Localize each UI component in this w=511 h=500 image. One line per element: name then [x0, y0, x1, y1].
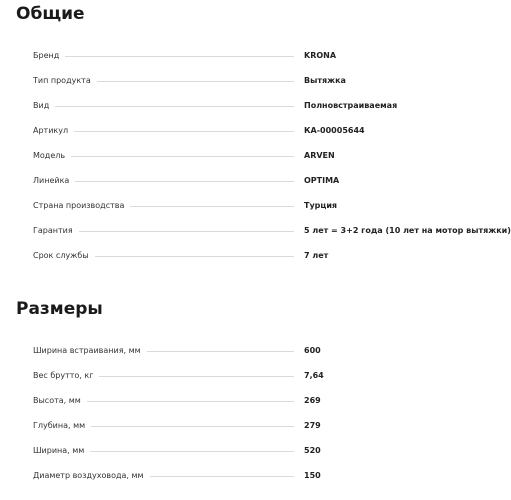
spec-row-height	[33, 394, 485, 408]
spec-label: Вид	[33, 99, 55, 113]
spec-value: Вытяжка	[304, 76, 346, 85]
spec-row-service-life	[33, 249, 485, 263]
spec-row-brand	[33, 49, 485, 63]
spec-value: 150	[304, 471, 321, 480]
spec-value: Турция	[304, 201, 338, 210]
spec-row-gross-weight	[33, 369, 485, 383]
spec-row-product-type	[33, 74, 485, 88]
spec-row-article	[33, 124, 485, 138]
section-title-dimensions: Размеры	[16, 299, 103, 319]
leader-line	[33, 106, 294, 107]
spec-value: 269	[304, 396, 321, 405]
spec-value: Полновстраиваемая	[304, 101, 398, 110]
leader-line	[33, 156, 294, 157]
spec-value: 7 лет	[304, 251, 329, 260]
spec-value: 279	[304, 421, 321, 430]
spec-row-width	[33, 444, 485, 458]
section-title-general: Общие	[16, 4, 85, 24]
spec-row-country	[33, 199, 485, 213]
spec-value: OPTIMA	[304, 176, 340, 185]
spec-label: Глубина, мм	[33, 419, 91, 433]
spec-label: Линейка	[33, 174, 75, 188]
spec-row-depth	[33, 419, 485, 433]
spec-label: Срок службы	[33, 249, 95, 263]
spec-label: Высота, мм	[33, 394, 87, 408]
spec-label: Тип продукта	[33, 74, 97, 88]
spec-row-kind	[33, 99, 485, 113]
spec-value: ARVEN	[304, 151, 335, 160]
spec-row-line	[33, 174, 485, 188]
leader-line	[33, 56, 294, 57]
spec-label: Модель	[33, 149, 71, 163]
spec-label: Гарантия	[33, 224, 79, 238]
spec-row-duct-diameter	[33, 469, 485, 483]
spec-value: 520	[304, 446, 321, 455]
spec-label: Страна производства	[33, 199, 130, 213]
spec-row-warranty	[33, 224, 511, 238]
spec-label: Диаметр воздуховода, мм	[33, 469, 150, 483]
spec-label: Вес брутто, кг	[33, 369, 99, 383]
spec-value: 5 лет = 3+2 года (10 лет на мотор вытяжки)	[304, 226, 511, 235]
spec-value: KRONA	[304, 51, 337, 60]
spec-value: 600	[304, 346, 321, 355]
spec-value: КА-00005644	[304, 126, 365, 135]
spec-label: Ширина встраивания, мм	[33, 344, 147, 358]
spec-label: Бренд	[33, 49, 65, 63]
spec-label: Артикул	[33, 124, 74, 138]
spec-row-model	[33, 149, 485, 163]
spec-row-built-in-width	[33, 344, 485, 358]
spec-label: Ширина, мм	[33, 444, 90, 458]
spec-value: 7,64	[304, 371, 324, 380]
